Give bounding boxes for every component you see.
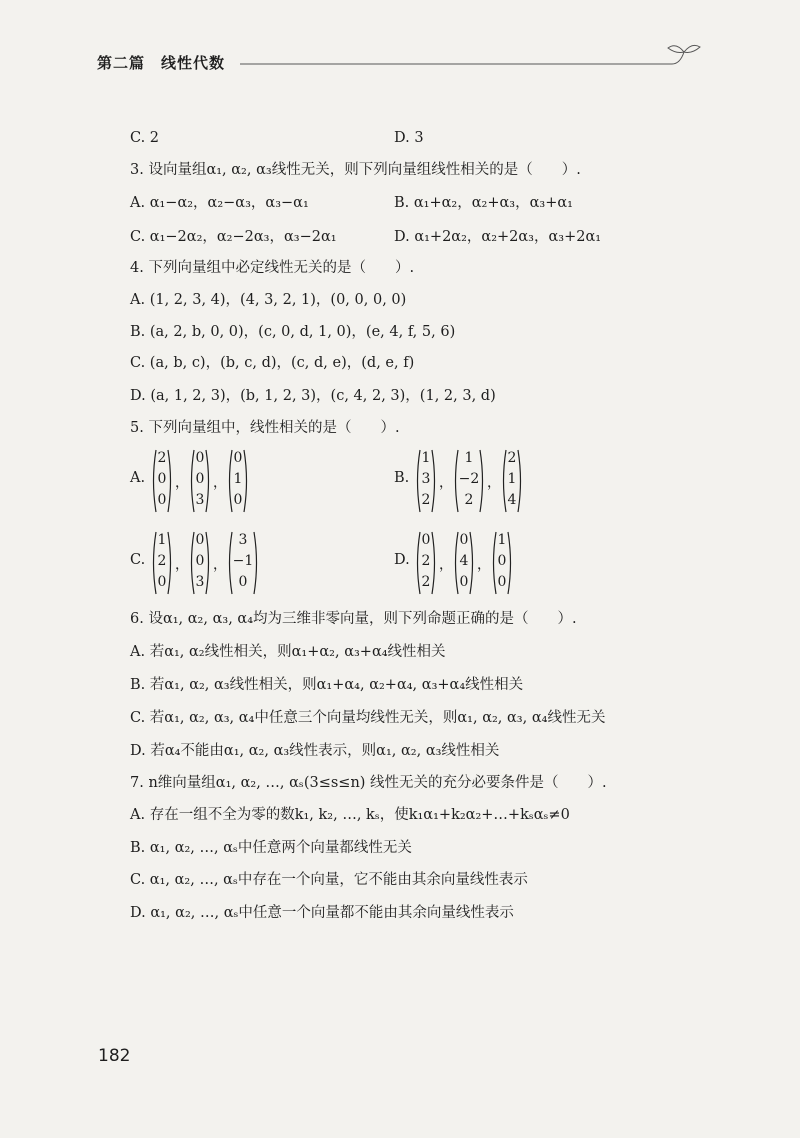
vector-entry: 2: [157, 553, 167, 569]
vector-entry: 1: [464, 450, 474, 466]
vector-entry: 0: [157, 574, 167, 590]
separator: ，: [175, 557, 189, 573]
vector-entry: 4: [507, 492, 517, 508]
q5-stem: 5. 下列向量组中，线性相关的是（ ）.: [130, 420, 400, 436]
column-vector: [150, 448, 174, 514]
vector-entry: 0: [195, 532, 205, 548]
q5-option-c: [130, 530, 390, 598]
q3-stem: 3. 设向量组α₁, α₂, α₃线性无关，则下列向量组线性相关的是（ ）.: [130, 162, 581, 178]
q2-option-c: C. 2: [130, 130, 160, 146]
q3-option-b: B. α₁+α₂，α₂+α₃，α₃+α₁: [394, 195, 573, 211]
vector-entry: 0: [459, 574, 469, 590]
vector-entry: 4: [459, 553, 469, 569]
column-vector: [414, 530, 438, 596]
separator: ，: [439, 557, 453, 573]
vector-entry: 0: [195, 471, 205, 487]
column-vector: [188, 530, 212, 596]
page-number: 182: [98, 1046, 131, 1066]
column-vector: [500, 448, 524, 514]
q6-option-c: C. 若α₁, α₂, α₃, α₄中任意三个向量均线性无关，则α₁, α₂, α₃, α₄线性无关: [130, 710, 606, 726]
vector-entry: 3: [195, 492, 205, 508]
q6-option-d: D. 若α₄不能由α₁, α₂, α₃线性表示，则α₁, α₂, α₃线性相关: [130, 743, 500, 759]
separator: ，: [439, 475, 453, 491]
vector-entry: 0: [497, 574, 507, 590]
q7-option-b: B. α₁, α₂, …, αₛ中任意两个向量都线性无关: [130, 840, 412, 856]
vector-entry: −1: [232, 553, 254, 569]
vector-entry: 0: [233, 492, 243, 508]
q6-stem: 6. 设α₁, α₂, α₃, α₄均为三维非零向量，则下列命题正确的是（ ）.: [130, 611, 577, 627]
vector-entry: 1: [233, 471, 243, 487]
vector-entry: 3: [238, 532, 248, 548]
column-vector: [150, 530, 174, 596]
q4-option-b: B. (a, 2, b, 0, 0)，(c, 0, d, 1, 0)，(e, 4, f, 5, 6): [130, 324, 456, 340]
vector-entry: 1: [507, 471, 517, 487]
vector-entry: 0: [157, 471, 167, 487]
q3-option-c: C. α₁−2α₂，α₂−2α₃，α₃−2α₁: [130, 229, 337, 245]
vector-entry: 3: [421, 471, 431, 487]
separator: ，: [487, 475, 501, 491]
vector-entry: 2: [507, 450, 517, 466]
vector-entry: 0: [157, 492, 167, 508]
q6-option-a: A. 若α₁, α₂线性相关，则α₁+α₂, α₃+α₄线性相关: [130, 644, 446, 660]
column-vector: [490, 530, 514, 596]
q4-option-a: A. (1, 2, 3, 4)，(4, 3, 2, 1)，(0, 0, 0, 0): [130, 292, 407, 308]
vector-entry: 2: [421, 492, 431, 508]
vector-entry: 0: [459, 532, 469, 548]
column-vector: [226, 448, 250, 514]
q7-option-a: A. 存在一组不全为零的数k₁, k₂, …, kₛ，使k₁α₁+k₂α₂+…+kₛαₛ≠0: [130, 807, 570, 823]
vector-entry: 2: [464, 492, 474, 508]
q5-option-a: [130, 448, 390, 516]
separator: ，: [175, 475, 189, 491]
header-rule: [240, 40, 710, 80]
separator: ，: [213, 557, 227, 573]
q4-option-c: C. (a, b, c)，(b, c, d)，(c, d, e)，(d, e, f): [130, 355, 415, 371]
q7-option-c: C. α₁, α₂, …, αₛ中存在一个向量，它不能由其余向量线性表示: [130, 872, 528, 888]
vector-entry: 0: [497, 553, 507, 569]
column-vector: [452, 448, 486, 514]
vector-entry: 1: [157, 532, 167, 548]
q5-option-b: [394, 448, 654, 516]
vector-entry: 0: [233, 450, 243, 466]
vector-entry: 0: [421, 532, 431, 548]
q5-option-label: C.: [130, 552, 146, 568]
q4-stem: 4. 下列向量组中必定线性无关的是（ ）.: [130, 260, 415, 276]
vector-entry: 2: [157, 450, 167, 466]
q4-option-d: D. (a, 1, 2, 3)，(b, 1, 2, 3)，(c, 4, 2, 3)，(1, 2, 3, d): [130, 388, 496, 404]
column-vector: [188, 448, 212, 514]
column-vector: [452, 530, 476, 596]
vector-entry: 0: [238, 574, 248, 590]
vector-entry: 1: [497, 532, 507, 548]
vector-entry: 3: [195, 574, 205, 590]
separator: ，: [213, 475, 227, 491]
q5-option-label: D.: [394, 552, 410, 568]
q3-option-d: D. α₁+2α₂，α₂+2α₃，α₃+2α₁: [394, 229, 602, 245]
vector-entry: 2: [421, 574, 431, 590]
q5-option-label: B.: [394, 470, 410, 486]
q6-option-b: B. 若α₁, α₂, α₃线性相关，则α₁+α₄, α₂+α₄, α₃+α₄线性相关: [130, 677, 524, 693]
q7-stem: 7. n维向量组α₁, α₂, …, αₛ(3≤s≤n) 线性无关的充分必要条件是（ ）.: [130, 775, 607, 791]
vector-entry: 0: [195, 450, 205, 466]
q5-option-label: A.: [130, 470, 146, 486]
column-vector: [226, 530, 260, 596]
q3-option-a: A. α₁−α₂，α₂−α₃，α₃−α₁: [130, 195, 309, 211]
vector-entry: 0: [195, 553, 205, 569]
vector-entry: 2: [421, 553, 431, 569]
vector-entry: −2: [458, 471, 480, 487]
sprout-icon: [668, 45, 700, 52]
q5-option-d: [394, 530, 654, 598]
separator: ，: [477, 557, 491, 573]
column-vector: [414, 448, 438, 514]
vector-entry: 1: [421, 450, 431, 466]
q2-option-d: D. 3: [394, 130, 424, 146]
section-header: 第二篇 线性代数: [97, 54, 226, 72]
q7-option-d: D. α₁, α₂, …, αₛ中任意一个向量都不能由其余向量线性表示: [130, 905, 514, 921]
